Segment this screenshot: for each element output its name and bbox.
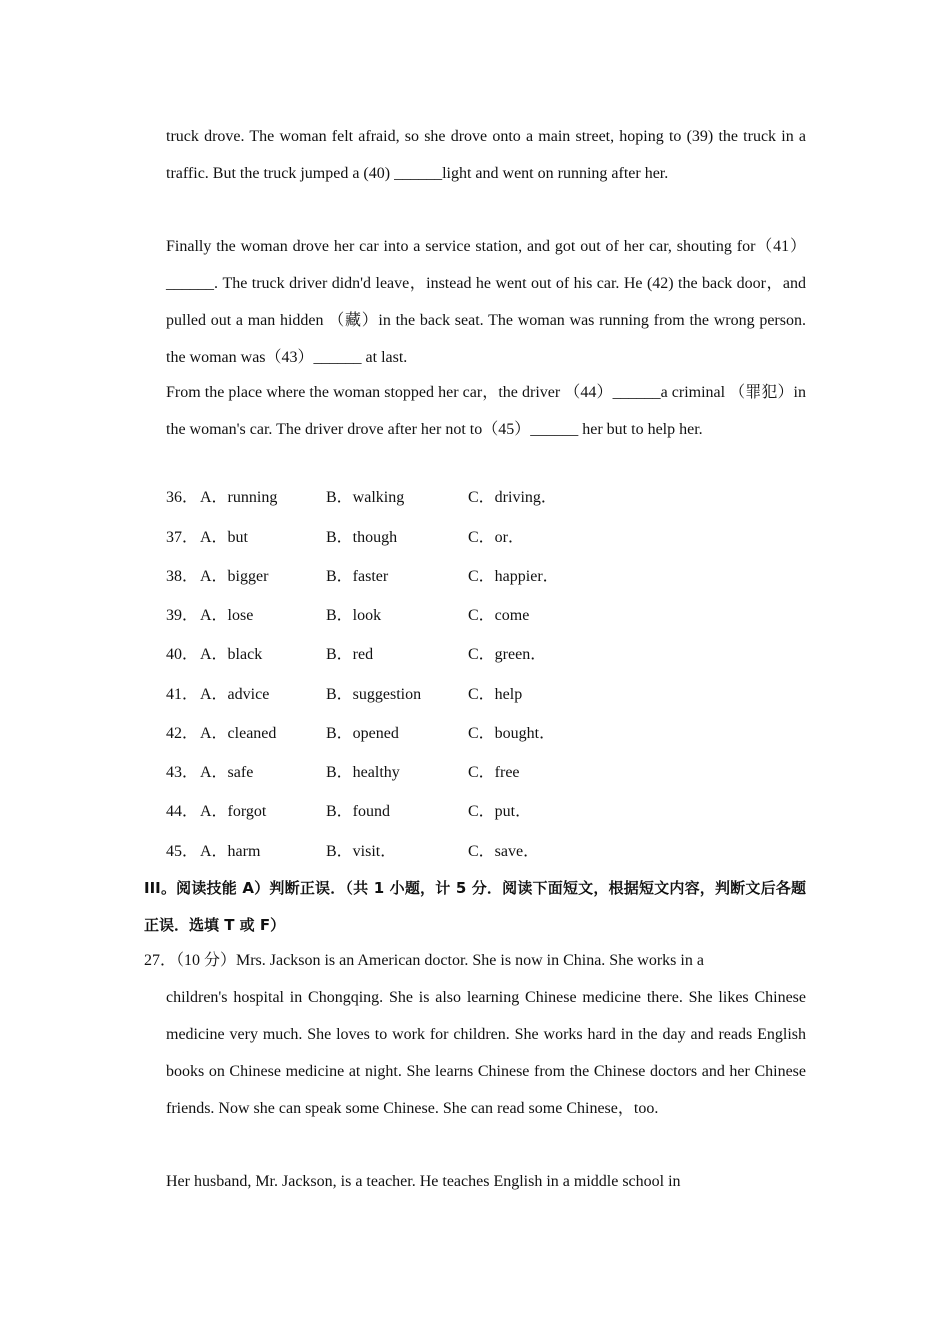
option-a: A．but: [200, 529, 249, 546]
question-number: 44．: [166, 803, 199, 820]
option-a: A．safe: [200, 764, 254, 781]
option-b: B．walking: [326, 489, 405, 506]
option-b: B．red: [326, 646, 374, 663]
option-a: A．black: [200, 646, 263, 663]
option-b: B．opened: [326, 725, 399, 742]
question-number: 43．: [166, 764, 199, 781]
option-b: B．visit．: [326, 843, 397, 860]
question-number: 38．: [166, 568, 199, 585]
option-c: C．help: [468, 686, 523, 703]
option-c: C．bought．: [468, 725, 556, 742]
option-a: A．bigger: [200, 568, 269, 585]
option-c: C．happier．: [468, 568, 559, 585]
next-paragraph: Her husband, Mr. Jackson, is a teacher. He teaches English in a middle school in: [166, 1173, 681, 1190]
section-heading: III。阅读技能 A）判断正误．（共 1 小题，计 5 分．阅读下面短文，根据短文内容，判断文后各题正误．选填 T 或 F）: [144, 879, 806, 934]
option-c: C．driving．: [468, 489, 557, 506]
question-number: 37．: [166, 529, 199, 546]
passage-paragraph-2: Finally the woman drove her car into a service station, and got out of her car, shouting for（41）______. The truck driver didn'd leave，instead he went out of his car. He (42) the back door，and pulled out a man hidden （藏）in the back seat. The woman was running from the wrong person. the woman was（43）______ at last.: [166, 238, 807, 366]
option-a: A．cleaned: [200, 725, 277, 742]
option-b: B．healthy: [326, 764, 400, 781]
passage-paragraph-3: From the place where the woman stopped her car，the driver （44）______a criminal （罪犯）in the woman's car. The driver drove after her not to（45）______ her but to help her.: [166, 384, 806, 438]
option-b: B．found: [326, 803, 391, 820]
option-b: B．suggestion: [326, 686, 422, 703]
option-a: A．forgot: [200, 803, 267, 820]
passage-paragraph-1: truck drove. The woman felt afraid, so she drove onto a main street, hoping to (39) the truck in a traffic. But the truck jumped a (40) ______light and went on running after her.: [166, 128, 806, 182]
question-number: 45．: [166, 843, 199, 860]
option-c: C．or．: [468, 529, 525, 546]
option-c: C．free: [468, 764, 520, 781]
option-a: A．running: [200, 489, 278, 506]
option-b: B．though: [326, 529, 398, 546]
option-b: B．faster: [326, 568, 389, 585]
option-c: C．save．: [468, 843, 540, 860]
option-a: A．harm: [200, 843, 261, 860]
option-c: C．come: [468, 607, 530, 624]
question-27-body: children's hospital in Chongqing. She is also learning Chinese medicine there. She likes Chinese medicine very much. She loves to work for children. She works hard in the day and reads English books on Chinese medicine at night. She learns Chinese from the Chinese doctors and her Chinese friends. Now she can speak some Chinese. She can read some Chinese，too.: [166, 989, 806, 1117]
option-a: A．advice: [200, 686, 270, 703]
option-c: C．green．: [468, 646, 547, 663]
question-number: 41．: [166, 686, 199, 703]
question-number: 39．: [166, 607, 199, 624]
question-27-first-line: 27．（10 分）Mrs. Jackson is an American doctor. She is now in China. She works in a: [144, 952, 704, 969]
question-number: 40．: [166, 646, 199, 663]
question-number: 42．: [166, 725, 199, 742]
option-c: C．put．: [468, 803, 532, 820]
question-number: 36．: [166, 489, 199, 506]
option-a: A．lose: [200, 607, 254, 624]
option-b: B．look: [326, 607, 382, 624]
